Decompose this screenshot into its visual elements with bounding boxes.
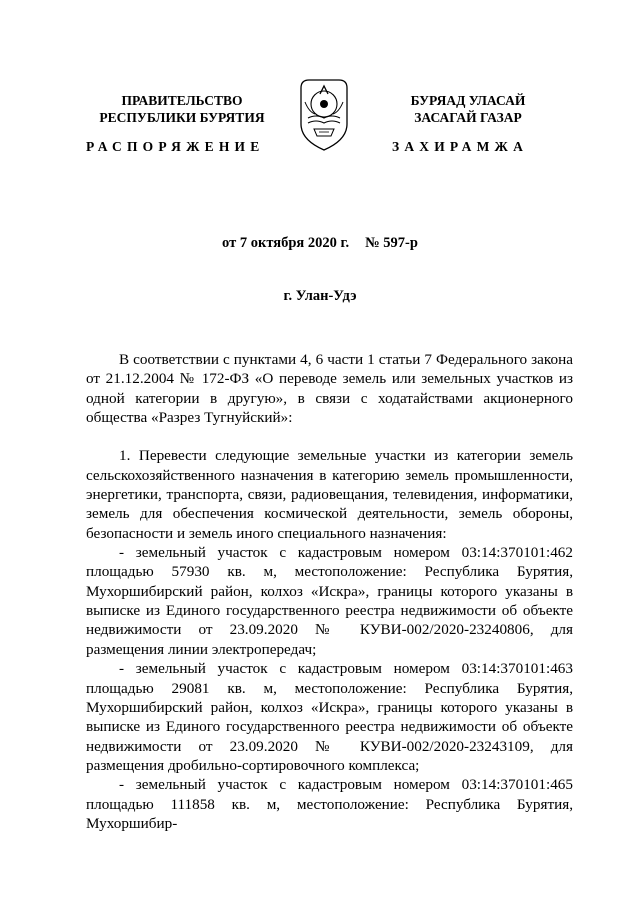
right-organization-line-1: БУРЯАД УЛАСАЙ	[410, 93, 526, 108]
preamble-paragraph: В соответствии с пунктами 4, 6 части 1 статьи 7 Федерального закона от 21.12.2004 № 172-ФЗ «О переводе земель или земельных участков из одной категории в другую», в связи с ходатайствами акционерного общества «Разрез Тугнуйский»:	[86, 351, 573, 427]
document-date: от 7 октября 2020 г.	[222, 235, 350, 251]
left-organization-line-2: РЕСПУБЛИКИ БУРЯТИЯ	[99, 110, 265, 125]
document-type-right: ЗАХИРАМЖА	[392, 139, 529, 154]
plot-paragraph-1: - земельный участок с кадастровым номером 03:14:370101:462 площадью 57930 кв. м, местоположение: Республика Бурятия, Мухоршибирский район, колхоз «Искра», границы которого указаны в выписке из Единого государственного реестра недвижимости об объекте недвижимости от 23.09.2020 № КУВИ-002/2020-23240806, для размещения линии электропередач;	[86, 544, 573, 658]
plot-paragraph-2: - земельный участок с кадастровым номером 03:14:370101:463 площадью 29081 кв. м, местоположение: Республика Бурятия, Мухоршибирский район, колхоз «Искра», границы которого указаны в выписке из Единого государственного реестра недвижимости об объекте недвижимости от 23.09.2020 № КУВИ-002/2020-23243109, для размещения дробильно-сортировочного комплекса;	[86, 660, 573, 774]
plot-paragraph-3: - земельный участок с кадастровым номером 03:14:370101:465 площадью 111858 кв. м, местоположение: Республика Бурятия, Мухоршибир-	[86, 776, 573, 832]
right-organization-line-2: ЗАСАГАЙ ГАЗАР	[414, 110, 522, 125]
left-organization-line-1: ПРАВИТЕЛЬСТВО	[121, 93, 243, 108]
date-number-line	[0, 235, 640, 252]
city-line: г. Улан-Удэ	[283, 288, 357, 304]
left-organization-name	[82, 92, 282, 126]
coat-of-arms-icon	[297, 74, 351, 152]
document-type-left: РАСПОРЯЖЕНИЕ	[86, 139, 265, 154]
right-organization-name	[378, 92, 558, 126]
item-1-paragraph: 1. Перевести следующие земельные участки из категории земель сельскохозяйственного назначения в категорию земель промышленности, энергетики, транспорта, связи, радиовещания, телевидения, информатики, земель для обеспечения космической деятельности, земель обороны, безопасности и земель иного специального назначения:	[86, 447, 573, 542]
document-body	[86, 350, 573, 833]
document-number: № 597-р	[365, 235, 418, 251]
